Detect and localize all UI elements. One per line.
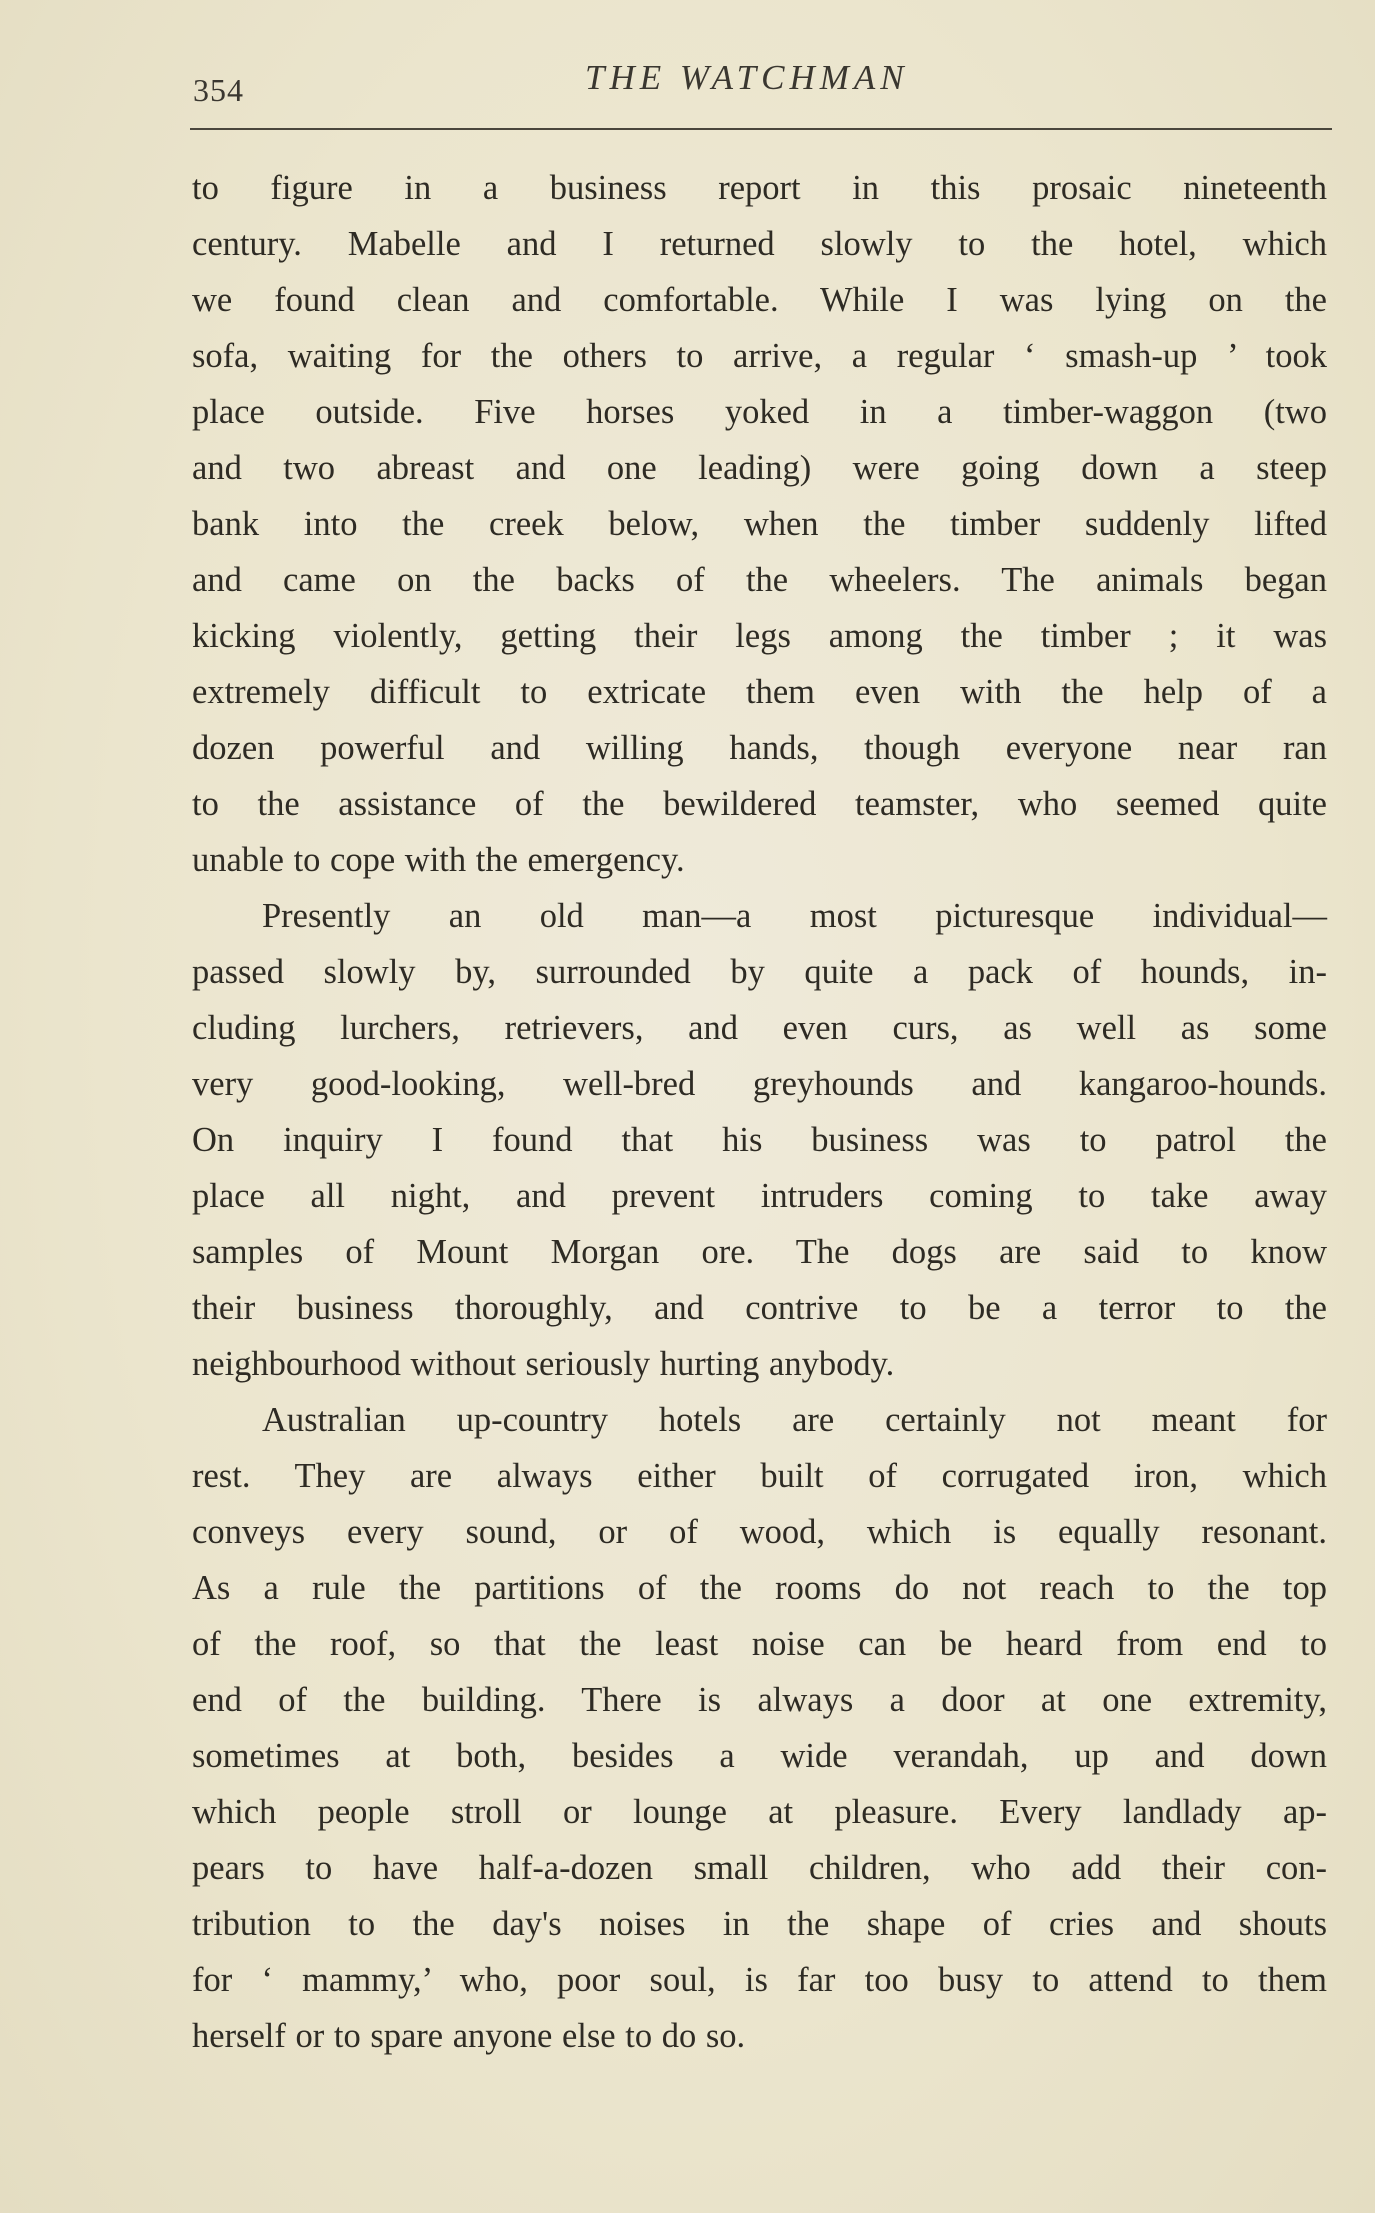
page-header xyxy=(190,58,1332,108)
text-line: bank into the creek below, when the timber suddenly lifted xyxy=(192,505,1327,543)
text-line: Australian up-country hotels are certainly not meant for xyxy=(262,1401,1327,1439)
paragraph xyxy=(192,1392,1327,2064)
text-line: cluding lurchers, retrievers, and even curs, as well as some xyxy=(192,1009,1327,1047)
paragraph xyxy=(192,888,1327,1392)
running-title: THE WATCHMAN xyxy=(585,58,909,97)
text-line: neighbourhood without seriously hurting anybody. xyxy=(192,1345,895,1383)
text-line: sofa, waiting for the others to arrive, a regular ‘ smash-up ’ took xyxy=(192,337,1327,375)
text-line: we found clean and comfortable. While I was lying on the xyxy=(192,281,1327,319)
text-line: Presently an old man—a most picturesque individual— xyxy=(262,897,1327,935)
text-line: for ‘ mammy,’ who, poor soul, is far too busy to attend to them xyxy=(192,1961,1327,1999)
text-line: of the roof, so that the least noise can be heard from end to xyxy=(192,1625,1327,1663)
text-line: century. Mabelle and I returned slowly to the hotel, which xyxy=(192,225,1327,263)
text-line: extremely difficult to extricate them even with the help of a xyxy=(192,673,1327,711)
text-line: very good-looking, well-bred greyhounds and kangaroo-hounds. xyxy=(192,1065,1327,1103)
paragraph xyxy=(192,160,1327,888)
text-line: to figure in a business report in this prosaic nineteenth xyxy=(192,169,1327,207)
text-line: end of the building. There is always a door at one extremity, xyxy=(192,1681,1327,1719)
text-line: herself or to spare anyone else to do so. xyxy=(192,2017,746,2055)
body-text xyxy=(192,160,1327,2064)
text-line: On inquiry I found that his business was to patrol the xyxy=(192,1121,1327,1159)
text-line: passed slowly by, surrounded by quite a pack of hounds, in- xyxy=(192,953,1327,991)
text-line: and two abreast and one leading) were going down a steep xyxy=(192,449,1327,487)
text-line: unable to cope with the emergency. xyxy=(192,841,685,879)
text-line: pears to have half-a-dozen small children, who add their con- xyxy=(192,1849,1327,1887)
text-line: their business thoroughly, and contrive to be a terror to the xyxy=(192,1289,1327,1327)
text-line: place outside. Five horses yoked in a timber-waggon (two xyxy=(192,393,1327,431)
text-line: conveys every sound, or of wood, which is equally resonant. xyxy=(192,1513,1327,1551)
text-line: and came on the backs of the wheelers. The animals began xyxy=(192,561,1327,599)
text-line: rest. They are always either built of corrugated iron, which xyxy=(192,1457,1327,1495)
text-line: to the assistance of the bewildered teamster, who seemed quite xyxy=(192,785,1327,823)
page-number: 354 xyxy=(193,72,244,108)
text-line: place all night, and prevent intruders coming to take away xyxy=(192,1177,1327,1215)
text-line: kicking violently, getting their legs among the timber ; it was xyxy=(192,617,1327,655)
text-line: samples of Mount Morgan ore. The dogs are said to know xyxy=(192,1233,1327,1271)
text-line: sometimes at both, besides a wide verandah, up and down xyxy=(192,1737,1327,1775)
text-line: dozen powerful and willing hands, though everyone near ran xyxy=(192,729,1327,767)
text-line: tribution to the day's noises in the shape of cries and shouts xyxy=(192,1905,1327,1943)
text-line: which people stroll or lounge at pleasure. Every landlady ap- xyxy=(192,1793,1327,1831)
header-rule xyxy=(190,128,1332,130)
text-line: As a rule the partitions of the rooms do not reach to the top xyxy=(192,1569,1327,1607)
